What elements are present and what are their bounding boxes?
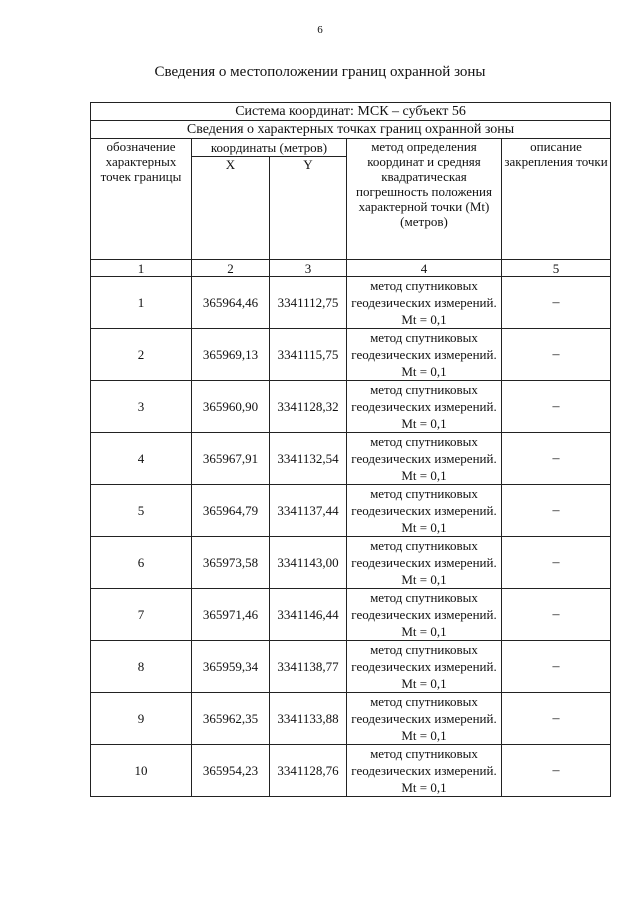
header-coordinates: координаты (метров) xyxy=(192,139,347,157)
method-cell: метод спутниковых геодезических измерений. Mt = 0,1 xyxy=(347,693,502,745)
x-coordinate-cell: 365959,34 xyxy=(192,641,270,693)
table-row xyxy=(91,693,611,745)
method-cell: метод спутниковых геодезических измерений. Mt = 0,1 xyxy=(347,277,502,329)
table-row xyxy=(91,381,611,433)
y-coordinate-cell: 3341138,77 xyxy=(270,641,347,693)
point-id-cell: 2 xyxy=(91,329,192,381)
description-cell: – xyxy=(502,277,611,329)
y-coordinate-cell: 3341128,32 xyxy=(270,381,347,433)
point-id-cell: 10 xyxy=(91,745,192,797)
y-coordinate-cell: 3341137,44 xyxy=(270,485,347,537)
section-title-row xyxy=(91,121,611,139)
header-x: X xyxy=(192,157,270,260)
header-designation: обозначение характерных точек границы xyxy=(91,139,192,260)
page-number: 6 xyxy=(317,24,323,36)
header-description: описание закрепления точки xyxy=(502,139,611,260)
section-title-cell: Сведения о характерных точках границ охранной зоны xyxy=(91,121,611,139)
table-row xyxy=(91,277,611,329)
table-row xyxy=(91,485,611,537)
point-id-cell: 7 xyxy=(91,589,192,641)
method-cell: метод спутниковых геодезических измерений. Mt = 0,1 xyxy=(347,329,502,381)
coordinate-system-row xyxy=(91,103,611,121)
description-cell: – xyxy=(502,693,611,745)
description-cell: – xyxy=(502,381,611,433)
x-coordinate-cell: 365971,46 xyxy=(192,589,270,641)
table-row xyxy=(91,329,611,381)
point-id-cell: 6 xyxy=(91,537,192,589)
header-method: метод определения координат и средняя квадратическая погрешность положения характерной точки (Mt) (метров) xyxy=(347,139,502,260)
description-cell: – xyxy=(502,537,611,589)
boundary-points-table xyxy=(90,102,611,797)
description-cell: – xyxy=(502,329,611,381)
x-coordinate-cell: 365969,13 xyxy=(192,329,270,381)
x-coordinate-cell: 365967,91 xyxy=(192,433,270,485)
method-cell: метод спутниковых геодезических измерений. Mt = 0,1 xyxy=(347,433,502,485)
y-coordinate-cell: 3341143,00 xyxy=(270,537,347,589)
method-cell: метод спутниковых геодезических измерений. Mt = 0,1 xyxy=(347,745,502,797)
coordinate-system-cell: Система координат: МСК – субъект 56 xyxy=(91,103,611,121)
table-row xyxy=(91,433,611,485)
x-coordinate-cell: 365954,23 xyxy=(192,745,270,797)
y-coordinate-cell: 3341133,88 xyxy=(270,693,347,745)
y-coordinate-cell: 3341128,76 xyxy=(270,745,347,797)
header-row-1 xyxy=(91,139,611,157)
table-row xyxy=(91,641,611,693)
point-id-cell: 3 xyxy=(91,381,192,433)
point-id-cell: 4 xyxy=(91,433,192,485)
point-id-cell: 9 xyxy=(91,693,192,745)
header-y: Y xyxy=(270,157,347,260)
y-coordinate-cell: 3341132,54 xyxy=(270,433,347,485)
column-number: 1 xyxy=(91,260,192,277)
description-cell: – xyxy=(502,641,611,693)
x-coordinate-cell: 365964,46 xyxy=(192,277,270,329)
document-title: Сведения о местоположении границ охранной зоны xyxy=(154,64,486,80)
method-cell: метод спутниковых геодезических измерений. Mt = 0,1 xyxy=(347,641,502,693)
method-cell: метод спутниковых геодезических измерений. Mt = 0,1 xyxy=(347,589,502,641)
point-id-cell: 5 xyxy=(91,485,192,537)
method-cell: метод спутниковых геодезических измерений. Mt = 0,1 xyxy=(347,485,502,537)
x-coordinate-cell: 365960,90 xyxy=(192,381,270,433)
column-number: 5 xyxy=(502,260,611,277)
x-coordinate-cell: 365964,79 xyxy=(192,485,270,537)
description-cell: – xyxy=(502,745,611,797)
table-row xyxy=(91,745,611,797)
y-coordinate-cell: 3341112,75 xyxy=(270,277,347,329)
description-cell: – xyxy=(502,433,611,485)
y-coordinate-cell: 3341115,75 xyxy=(270,329,347,381)
table-row xyxy=(91,589,611,641)
table-row xyxy=(91,537,611,589)
point-id-cell: 8 xyxy=(91,641,192,693)
method-cell: метод спутниковых геодезических измерений. Mt = 0,1 xyxy=(347,381,502,433)
x-coordinate-cell: 365962,35 xyxy=(192,693,270,745)
column-number: 2 xyxy=(192,260,270,277)
column-number: 4 xyxy=(347,260,502,277)
y-coordinate-cell: 3341146,44 xyxy=(270,589,347,641)
column-number: 3 xyxy=(270,260,347,277)
column-number-row xyxy=(91,260,611,277)
description-cell: – xyxy=(502,485,611,537)
method-cell: метод спутниковых геодезических измерений. Mt = 0,1 xyxy=(347,537,502,589)
description-cell: – xyxy=(502,589,611,641)
x-coordinate-cell: 365973,58 xyxy=(192,537,270,589)
point-id-cell: 1 xyxy=(91,277,192,329)
